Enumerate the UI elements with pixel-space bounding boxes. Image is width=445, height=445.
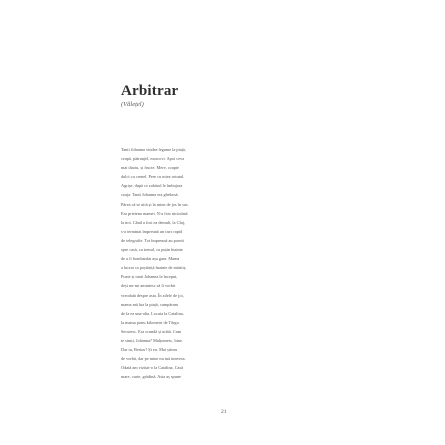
body-text-line: mare, curte, grădină. Asta aș spune — [121, 374, 181, 380]
body-text-line: Poate și tanti Johanna la început, — [121, 274, 178, 280]
body-text-line: dulci cu crenel. Pere cu miez rotund. — [121, 174, 184, 180]
chapter-subtitle: (Vălețel) — [121, 101, 144, 108]
body-text-line: a lucrat ca poștăriță înainte de măritiș. — [121, 265, 187, 271]
body-text-line: spre casă, cu trenul, cu puțin înainte — [121, 247, 183, 253]
page-number: 21 — [221, 409, 227, 415]
body-text-line: de la ea una-alta. Locuia la Catalina, — [121, 310, 184, 316]
chapter-title: Arbitrar — [121, 83, 179, 99]
body-text-line: te simți, Johanna? Mulțumesc, bine. — [121, 337, 183, 343]
body-text-line: mai târziu, și fructe. Mere, coapte — [121, 165, 179, 171]
body-text — [121, 145, 269, 381]
body-text-line: vreodată despre asta. În zilele de joi, — [121, 292, 184, 298]
body-text-line: mama mă lua la piață, cumpăram — [121, 301, 179, 307]
body-text-line: de a fi bombardat așa gara. Mama — [121, 256, 180, 262]
body-text-line: Agrișe, după ce zahărul le îmbujora — [121, 183, 183, 189]
body-text-line: Tanti Johanna vindea legume la piață, — [121, 147, 186, 152]
body-text-line: Părea că se uită și la mine de jos în sus. — [121, 201, 189, 207]
body-text-line: Secuiesc. Era scundă și urâtă. Cum — [121, 328, 182, 334]
body-text-line: Dar tu, Bertus? Și eu. Mai știeau — [121, 347, 178, 353]
body-text-line: Odată am vizitat-o la Catalina. Casă — [121, 365, 184, 371]
body-text-line: deși nu-mi amintesc să fi vorbit — [121, 283, 176, 289]
body-text-line: coaja. Tanti Johanna era ghebosă. — [121, 192, 179, 198]
body-text-line: ceapă, pătrunjel, morcovi. Apoi ceva — [121, 156, 185, 162]
body-text-line: la mama patru kilometri de Târgu — [121, 319, 179, 325]
body-text-line: la noi. Când a fost ea demult, la Cluj, — [121, 219, 186, 225]
body-text-line: Era prietena mamei. N-a fost niciodată — [121, 210, 188, 216]
body-text-line: s-a terminat împreună un curs rapid — [121, 228, 183, 234]
body-text-line: de telegrafie. Tot împreună au pornit — [121, 237, 184, 243]
body-text-line: de vorbă, dar pe mine nu mă interesa. — [121, 356, 186, 362]
